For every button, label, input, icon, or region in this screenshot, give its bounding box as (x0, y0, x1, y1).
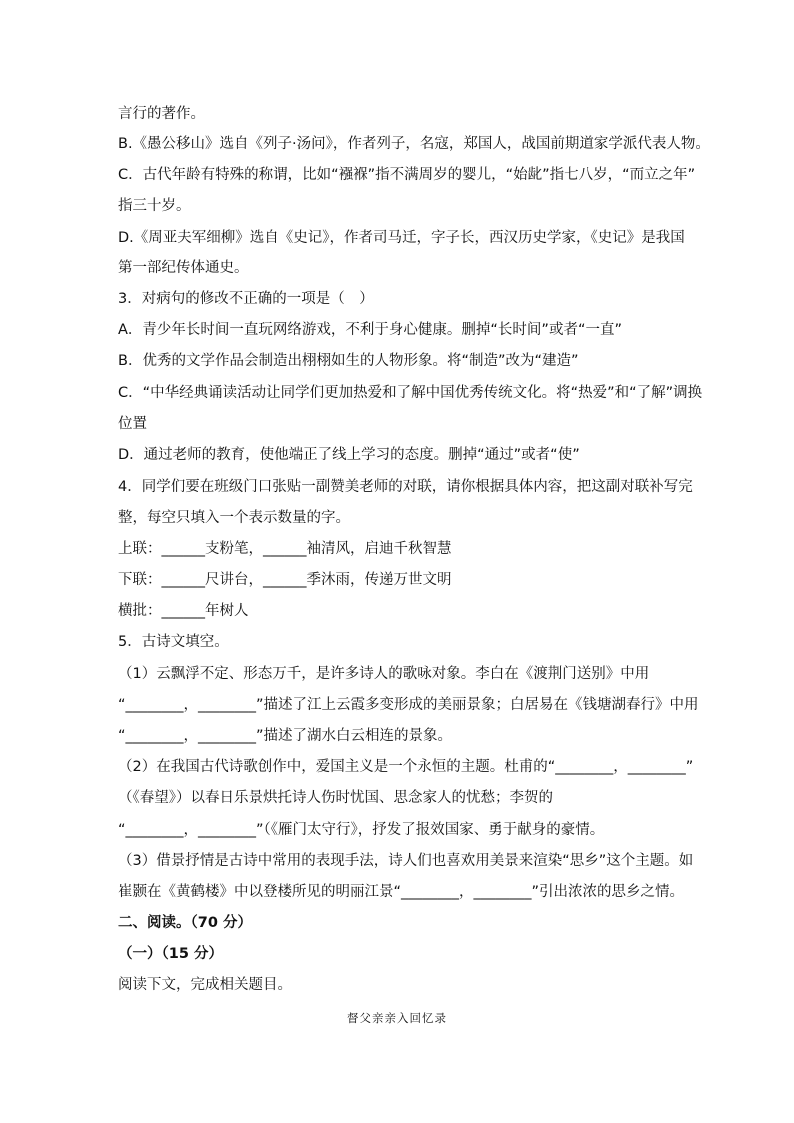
option-b-line: B.《愚公移山》选自《列子·汤问》，作者列子，名寇，郑国人，战国前期道家学派代表人物。 (118, 136, 710, 152)
text-line: “________，________”描述了湖水白云相连的景象。 (118, 728, 453, 744)
section-heading: 二、阅读。（70 分） (118, 915, 252, 931)
option-a-line: A．青少年长时间一直玩网络游戏，不利于身心健康。删掉“长时间”或者“一直” (118, 322, 622, 338)
text-line: 位置 (118, 416, 147, 432)
poem-item-3: （3）借景抒情是古诗中常用的表现手法，诗人们也喜欢用美景来渲染“思乡”这个主题。如 (118, 853, 694, 869)
text-line: 崔颢在《黄鹤楼》中以登楼所见的明丽江景“________，________”引出浓浓的思乡之情。 (118, 884, 685, 900)
sub-heading: （一）（15 分） (118, 946, 223, 962)
poem-item-1: （1）云飘浮不定、形态万千，是许多诗人的歌咏对象。李白在《渡荆门送别》中用 (118, 666, 650, 682)
option-c-line: C．“中华经典诵读活动让同学们更加热爱和了解中国优秀传统文化。将“热爱”和“了解”调换 (118, 385, 703, 401)
text-line: “________，________”描述了江上云霞多变形成的美丽景象；白居易在《钱塘湖春行》中用 (118, 697, 699, 713)
poem-item-2: （2）在我国古代诗歌创作中，爱国主义是一个永恒的主题。杜甫的“________，________” (118, 759, 694, 775)
article-title: 督父亲亲入回忆录 (347, 1011, 447, 1025)
option-b-line: B．优秀的文学作品会制造出栩栩如生的人物形象。将“制造”改为“建造” (118, 353, 579, 369)
option-d-line: D.《周亚夫军细柳》选自《史记》，作者司马迁，字子长，西汉历史学家，《史记》是我国 (118, 230, 685, 246)
text-line: 言行的著作。 (118, 106, 205, 122)
question-5: 5．古诗文填空。 (118, 634, 229, 650)
couplet-upper: 上联：______支粉笔，______袖清风，启迪千秋智慧 (118, 541, 452, 557)
option-d-line: D．通过老师的教育，使他端正了线上学习的态度。删掉“通过”或者“使” (118, 447, 580, 463)
question-4: 4．同学们要在班级门口张贴一副赞美老师的对联，请你根据具体内容，把这副对联补写完 (118, 479, 693, 495)
question-3: 3．对病句的修改不正确的一项是（ ） (118, 291, 374, 307)
instruction: 阅读下文，完成相关题目。 (118, 977, 292, 993)
couplet-horizontal: 横批：______年树人 (118, 603, 249, 619)
option-c-line: C．古代年龄有特殊的称谓，比如“襁褓”指不满周岁的婴儿，“始龀”指七八岁，“而立之年” (118, 167, 696, 183)
couplet-lower: 下联：______尺讲台，______季沐雨，传递万世文明 (118, 572, 452, 588)
text-line: “________，________”（《雁门太守行》，抒发了报效国家、勇于献身的豪情。 (118, 822, 605, 838)
text-line: 指三十岁。 (118, 198, 191, 214)
text-line: 第一部纪传体通史。 (118, 260, 249, 276)
text-line: （《春望》）以春日乐景烘托诗人伤时忧国、思念家人的忧愁；李贺的 (118, 790, 553, 806)
text-line: 整，每空只填入一个表示数量的字。 (118, 510, 350, 526)
